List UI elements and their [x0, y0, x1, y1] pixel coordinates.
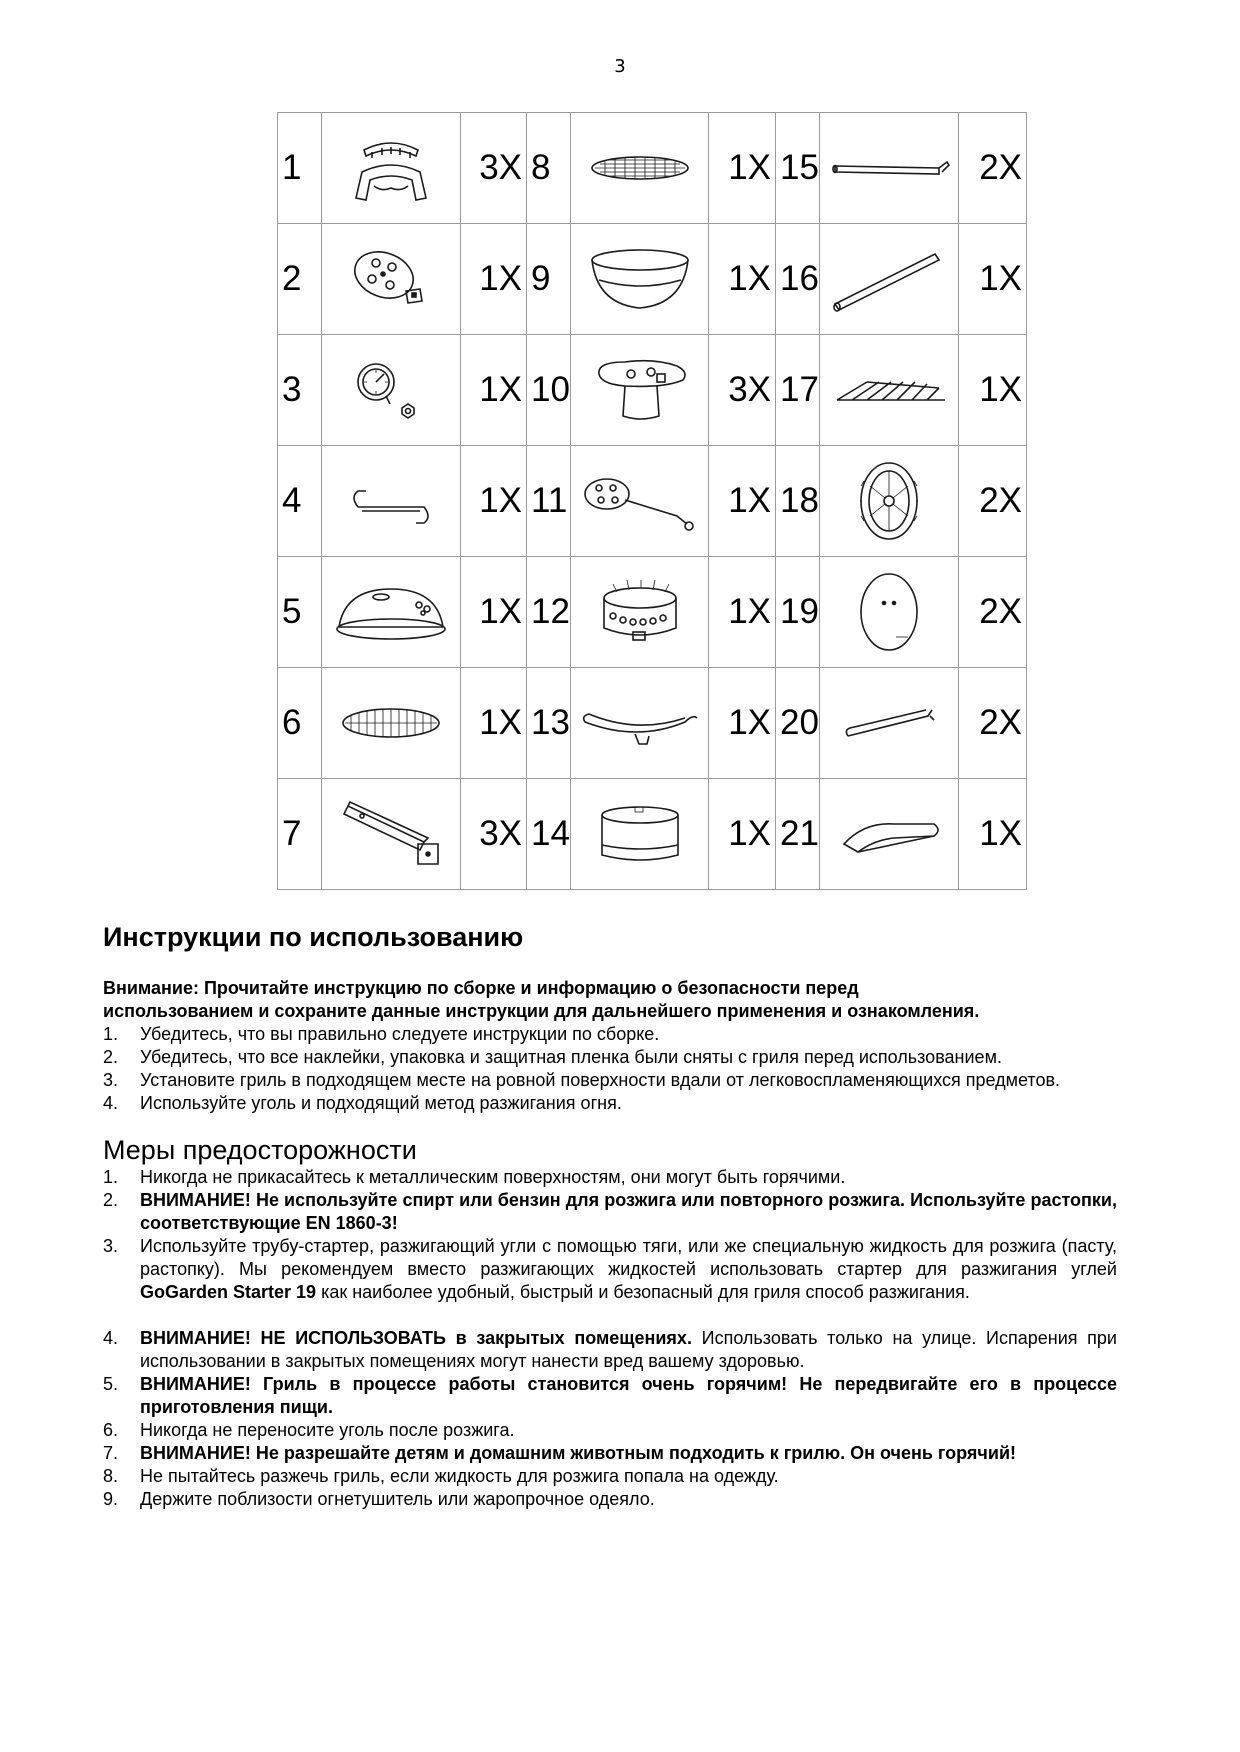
- part-quantity: 1X: [959, 224, 1027, 335]
- part-number: 9: [527, 224, 571, 335]
- part-number: 16: [776, 224, 820, 335]
- part-quantity: 1X: [709, 557, 776, 668]
- part-quantity: 1X: [959, 335, 1027, 446]
- usage-instructions-list: [103, 1023, 1117, 1115]
- list-item: 9. Держите поблизости огнетушитель или жаропрочное одеяло.: [103, 1489, 655, 1509]
- part-number: 3: [278, 335, 322, 446]
- wheel-icon: [834, 456, 944, 546]
- part-number: 21: [776, 779, 820, 890]
- part-number: 10: [527, 335, 571, 446]
- list-item: 2. Убедитесь, что все наклейки, упаковка и защитная пленка были сняты с гриля перед использованием.: [103, 1047, 1002, 1067]
- page-number: 3: [614, 56, 626, 77]
- precautions-list: [103, 1166, 1117, 1511]
- part-number: 15: [776, 113, 820, 224]
- heat-shield-icon: [834, 804, 944, 864]
- part-number: 2: [278, 224, 322, 335]
- part-quantity: 1X: [461, 224, 527, 335]
- part-number: 1: [278, 113, 322, 224]
- charcoal-ring-icon: [585, 570, 695, 655]
- part-quantity: 1X: [709, 113, 776, 224]
- warning-line: использованием и сохраните данные инструкции для дальнейшего применения и ознакомления.: [103, 1001, 980, 1021]
- vent-lever-icon: [577, 466, 702, 536]
- list-item: 1. Никогда не прикасайтесь к металлическим поверхностям, они могут быть горячими.: [103, 1167, 846, 1187]
- list-item: 3. Используйте трубу-стартер, разжигающий угли с помощью тяги, или же специальную жидкость для розжига (пасту, растопку). Мы рекомендуем вместо разжигающих жидкостей использовать стартер для разжигания углей GoGarden Starter 19 как наиболее удобный, быстрый и безопасный для гриля способ разжигания.: [103, 1236, 1117, 1302]
- list-item: 3. Установите гриль в подходящем месте на ровной поверхности вдали от легковоспламеняющихся предметов.: [103, 1070, 1061, 1090]
- ash-pan-bracket-icon: [577, 696, 702, 751]
- part-number: 14: [527, 779, 571, 890]
- lid-hook-icon: [336, 471, 446, 531]
- part-quantity: 1X: [461, 668, 527, 779]
- list-item: 8. Не пытайтесь разжечь гриль, если жидкость для розжига попала на одежду.: [103, 1466, 779, 1486]
- ash-catcher-plate-icon: [336, 239, 446, 319]
- part-quantity: 3X: [461, 779, 527, 890]
- part-number: 5: [278, 557, 322, 668]
- part-number: 11: [527, 446, 571, 557]
- part-quantity: 1X: [709, 668, 776, 779]
- part-number: 13: [527, 668, 571, 779]
- part-number: 4: [278, 446, 322, 557]
- handle-icon: [336, 128, 446, 208]
- part-quantity: 2X: [959, 557, 1027, 668]
- part-quantity: 1X: [709, 446, 776, 557]
- usage-instructions-section: [103, 922, 1117, 1511]
- part-number: 6: [278, 668, 322, 779]
- cooking-grate-icon: [336, 701, 446, 746]
- part-quantity: 1X: [461, 446, 527, 557]
- part-quantity: 3X: [709, 335, 776, 446]
- part-quantity: 2X: [959, 668, 1027, 779]
- warning-line: Внимание: Прочитайте инструкцию по сборке и информацию о безопасности перед: [103, 978, 859, 998]
- list-item: 2. ВНИМАНИЕ! Не используйте спирт или бензин для розжига или повторного розжига. Используйте растопки, соответствующие EN 1860-3!: [103, 1190, 1117, 1233]
- part-number: 12: [527, 557, 571, 668]
- part-number: 17: [776, 335, 820, 446]
- part-number: 19: [776, 557, 820, 668]
- list-item: 4. ВНИМАНИЕ! НЕ ИСПОЛЬЗОВАТЬ в закрытых помещениях. Использовать только на улице. Испарения при использовании в закрытых помещениях могут нанести вред вашему здоровью.: [103, 1328, 1117, 1371]
- list-item: 4. Используйте уголь и подходящий метод разжигания огня.: [103, 1093, 622, 1113]
- leg-tube-icon: [827, 148, 952, 188]
- list-item: 6. Никогда не переносите уголь после розжига.: [103, 1420, 515, 1440]
- part-number: 7: [278, 779, 322, 890]
- vent-damper-icon: [585, 348, 695, 433]
- spacer: [103, 1304, 1117, 1327]
- part-number: 20: [776, 668, 820, 779]
- part-quantity: 2X: [959, 113, 1027, 224]
- parts-table: [277, 112, 1027, 890]
- leg-bracket-icon: [334, 794, 449, 874]
- list-item: 1. Убедитесь, что вы правильно следуете инструкции по сборке.: [103, 1024, 660, 1044]
- part-quantity: 1X: [959, 779, 1027, 890]
- part-quantity: 1X: [709, 779, 776, 890]
- part-number: 18: [776, 446, 820, 557]
- part-number: 8: [527, 113, 571, 224]
- part-quantity: 3X: [461, 113, 527, 224]
- part-quantity: 1X: [709, 224, 776, 335]
- lid-icon: [331, 575, 451, 650]
- wheel-cap-icon: [834, 567, 944, 657]
- ash-pan-icon: [585, 797, 695, 872]
- part-quantity: 1X: [461, 557, 527, 668]
- part-quantity: 1X: [461, 335, 527, 446]
- bowl-icon: [585, 242, 695, 317]
- part-quantity: 2X: [959, 446, 1027, 557]
- charcoal-grate-icon: [585, 148, 695, 188]
- thermometer-icon: [336, 350, 446, 430]
- usage-instructions-title: Инструкции по использованию: [103, 922, 524, 952]
- axle-rod-icon: [827, 242, 952, 317]
- list-item: 5. ВНИМАНИЕ! Гриль в процессе работы становится очень горячим! Не передвигайте его в процессе приготовления пищи.: [103, 1374, 1117, 1417]
- tool-hook-icon: [834, 698, 944, 748]
- precautions-title: Меры предосторожности: [103, 1135, 417, 1165]
- leg-brace-icon: [827, 368, 952, 413]
- list-item: 7. ВНИМАНИЕ! Не разрешайте детям и домашним животным подходить к грилю. Он очень горячий!: [103, 1443, 1017, 1463]
